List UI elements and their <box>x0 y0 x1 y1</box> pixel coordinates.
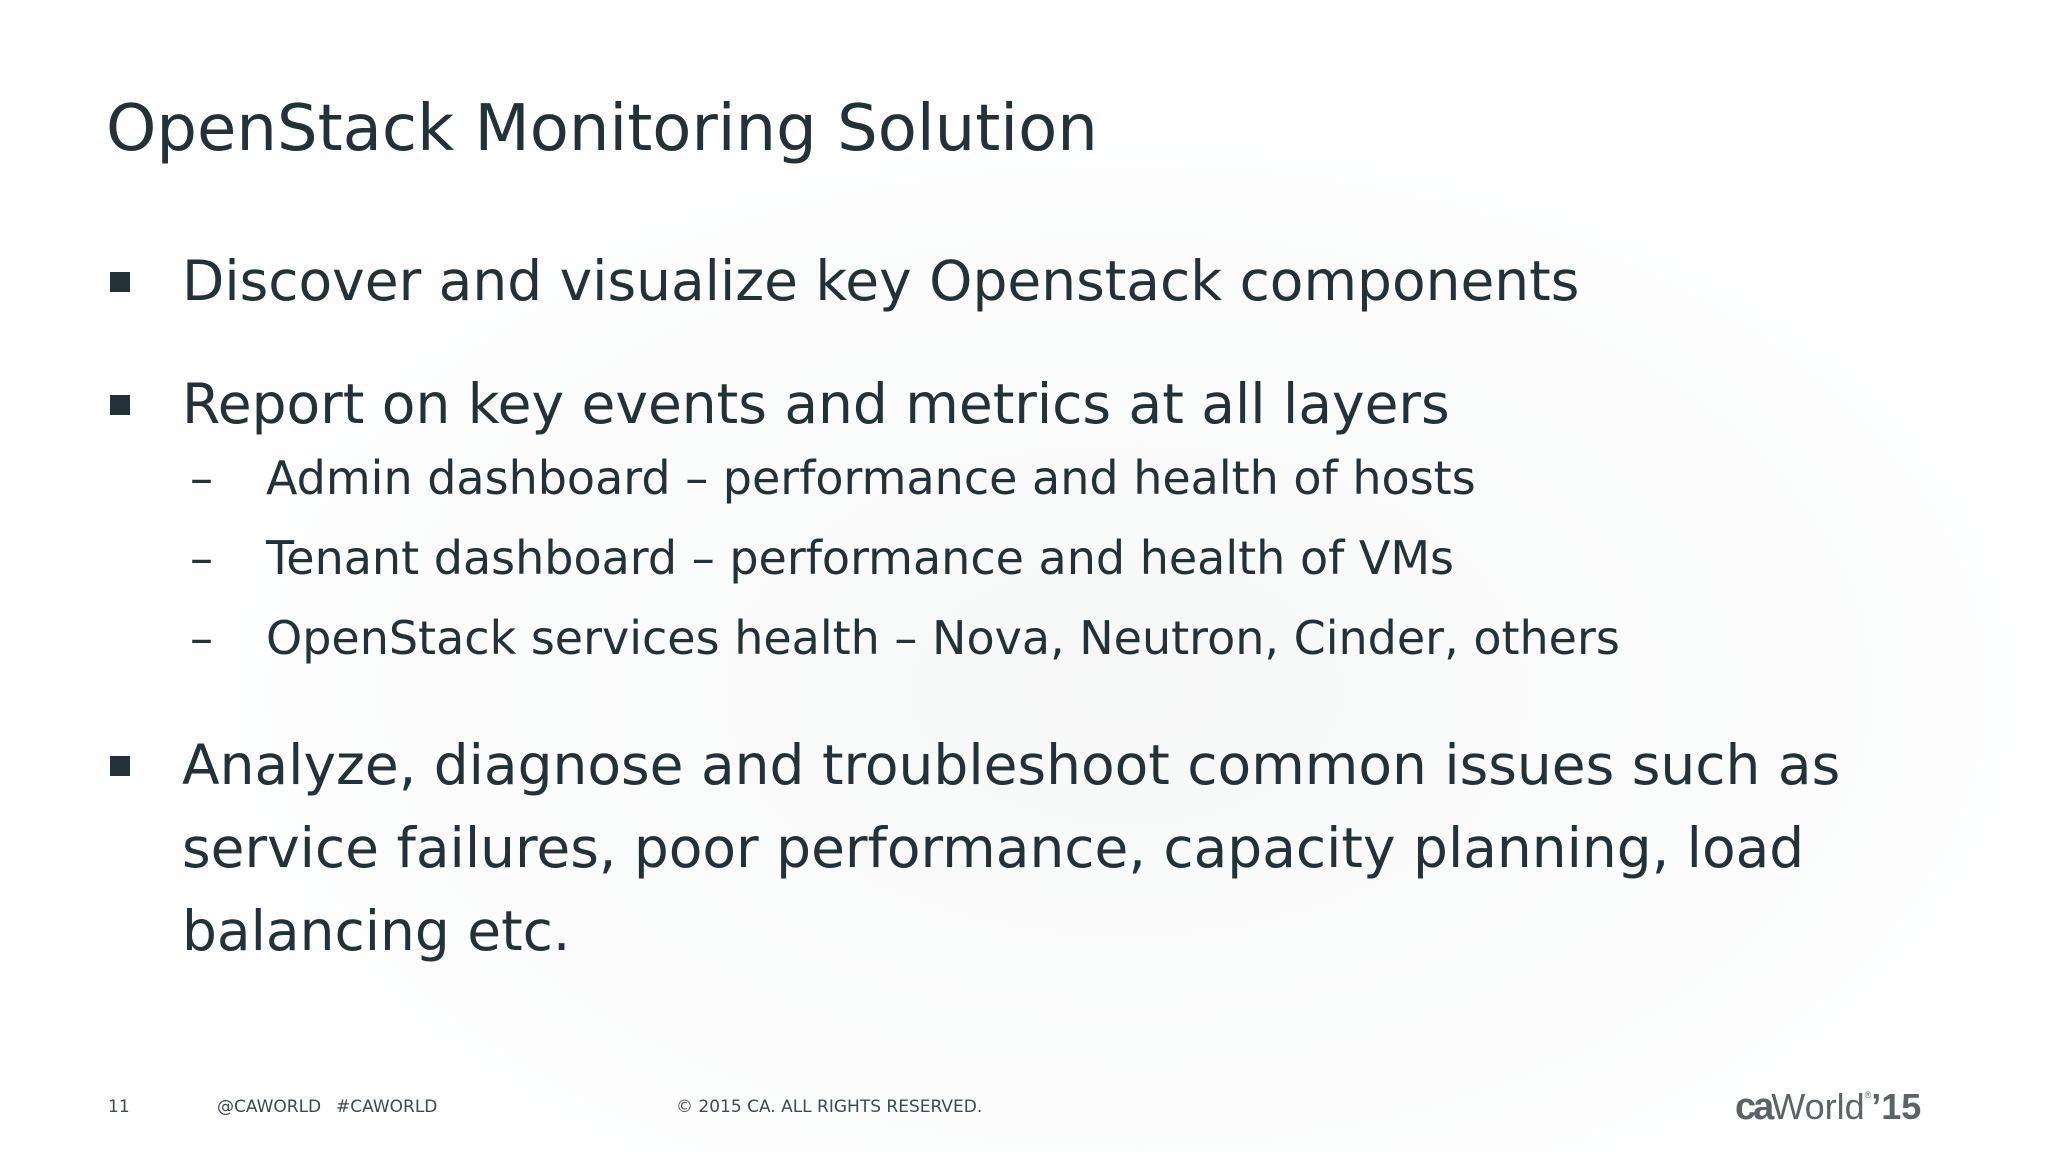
logo-year: ’15 <box>1871 1086 1922 1127</box>
sub-list-item-text: OpenStack services health – Nova, Neutron, Cinder, others <box>266 611 1620 665</box>
dash-bullet-icon: – <box>190 531 213 585</box>
bullet-text: Discover and visualize key Openstack components <box>182 249 1580 313</box>
logo-trademark: ® <box>1864 1090 1872 1100</box>
sub-list-item <box>190 608 1890 668</box>
sub-list-item-text: Tenant dashboard – performance and health of VMs <box>266 531 1455 585</box>
square-bullet-icon <box>110 756 130 776</box>
square-bullet-icon <box>110 272 130 292</box>
footer-hashtag: #CAWORLD <box>336 1097 438 1117</box>
slide-title: OpenStack Monitoring Solution <box>106 91 1098 166</box>
dash-bullet-icon: – <box>190 611 213 665</box>
dash-bullet-icon: – <box>190 451 213 505</box>
bullet-text: Analyze, diagnose and troubleshoot common issues such as service failures, poor performance, capacity planning, load balancing etc. <box>182 733 1841 963</box>
sub-list-item <box>190 448 1890 508</box>
page-number: 11 <box>108 1097 130 1117</box>
sub-list-item-text: Admin dashboard – performance and health of hosts <box>266 451 1476 505</box>
logo-ca: ca <box>1735 1086 1772 1128</box>
footer-copyright: © 2015 CA. ALL RIGHTS RESERVED. <box>676 1097 983 1117</box>
footer-handle: @CAWORLD <box>217 1097 322 1117</box>
logo-world: World <box>1771 1086 1865 1127</box>
ca-world-logo <box>1735 1086 1921 1130</box>
square-bullet-icon <box>110 395 130 415</box>
bullet-text: Report on key events and metrics at all layers <box>182 372 1450 436</box>
sub-list-item <box>190 528 1890 588</box>
